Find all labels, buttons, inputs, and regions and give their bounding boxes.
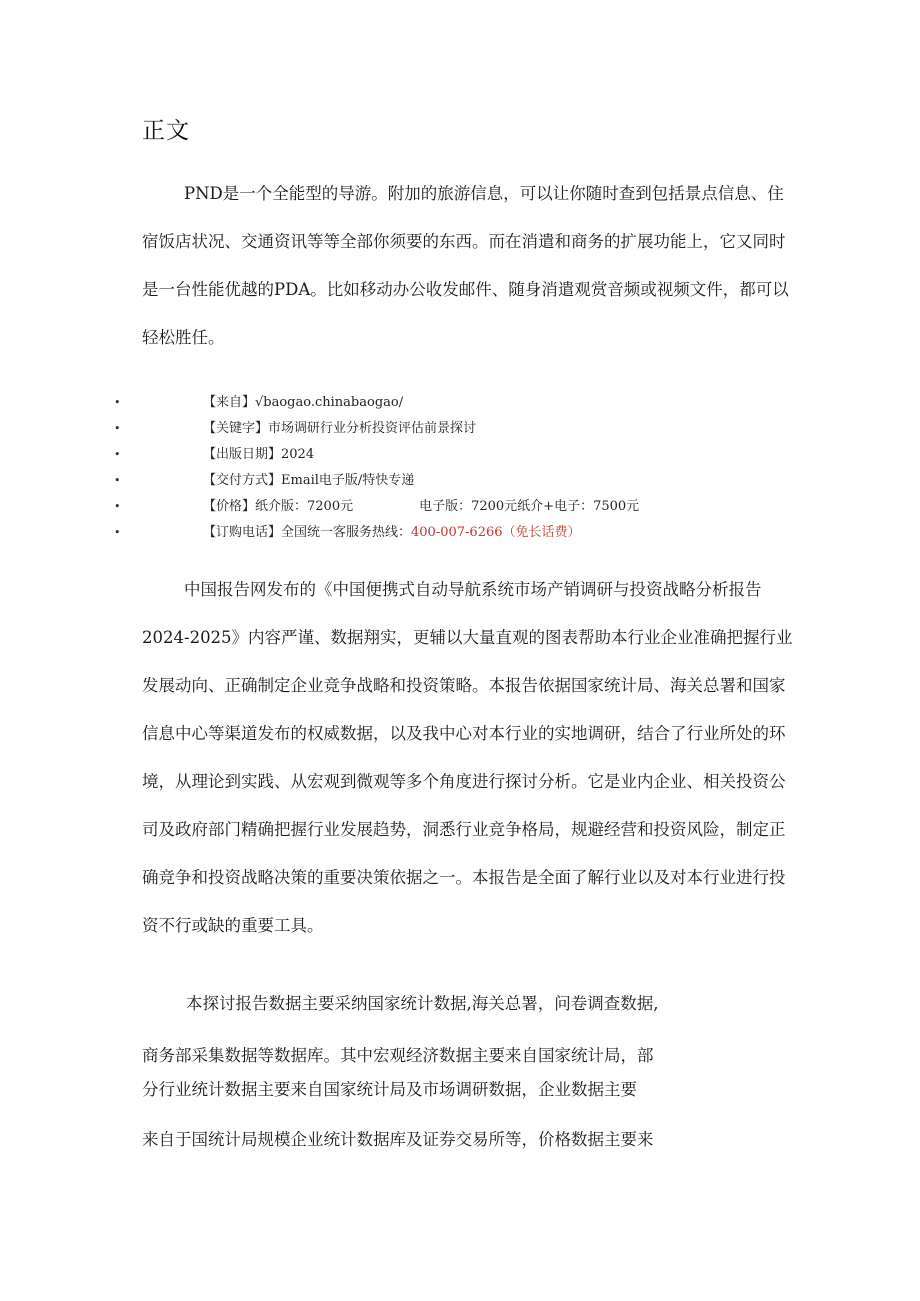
report-line: 资不行或缺的重要工具。 <box>142 916 324 935</box>
meta-item-price <box>0 494 920 520</box>
meta-item-phone <box>0 520 920 546</box>
report-line: 2024-2025》内容严谨、数据翔实，更辅以大量直观的图表帮助本行业企业准确把握行业 <box>142 628 793 647</box>
intro-line: 宿饭店状况、交通资讯等等全部你须要的东西。而在消遣和商务的扩展功能上，它又同时 <box>142 232 786 251</box>
phone-label: 【订购电话】全国统一客服务热线： <box>203 525 412 540</box>
meta-item-pub-date <box>0 442 920 468</box>
data-source-line: 商务部采集数据等数据库。其中宏观经济数据主要来自国家统计局，部 <box>142 1046 654 1065</box>
bullet-icon: • <box>114 500 121 513</box>
intro-line: 是一台性能优越的PDA。比如移动办公收发邮件、随身消遣观赏音频或视频文件，都可以 <box>142 280 789 299</box>
intro-line: PND是一个全能型的导游。附加的旅游信息，可以让你随时查到包括景点信息、住 <box>184 184 784 203</box>
meta-item-delivery <box>0 468 920 494</box>
data-source-line: 分行业统计数据主要来自国家统计局及市场调研数据，企业数据主要 <box>142 1080 637 1099</box>
bullet-icon: • <box>114 422 121 435</box>
section-heading: 正文 <box>142 118 190 144</box>
bullet-icon: • <box>114 396 121 409</box>
report-line: 信息中心等渠道发布的权威数据，以及我中心对本行业的实地调研，结合了行业所处的环 <box>142 724 786 743</box>
meta-source-text: 【来自】√baogao.chinabaogao/ <box>203 395 404 410</box>
intro-line: 轻松胜任。 <box>142 328 225 347</box>
bullet-icon: • <box>114 474 121 487</box>
report-line: 中国报告网发布的《中国便携式自动导航系统市场产销调研与投资战略分析报告 <box>184 580 762 599</box>
bullet-icon: • <box>114 448 121 461</box>
price-paper: 【价格】纸介版：7200元 <box>203 499 354 514</box>
meta-price-text <box>203 494 639 520</box>
report-line: 发展动向、正确制定企业竞争战略和投资策略。本报告依据国家统计局、海关总署和国家 <box>142 676 786 695</box>
bullet-icon: • <box>114 526 121 539</box>
meta-keywords-text: 【关键字】市场调研行业分析投资评估前景探讨 <box>203 421 477 436</box>
report-line: 境，从理论到实践、从宏观到微观等多个角度进行探讨分析。它是业内企业、相关投资公 <box>142 772 786 791</box>
price-electronic: 电子版：7200元纸介+电子：7500元 <box>419 499 640 514</box>
data-source-line: 本探讨报告数据主要采纳国家统计数据,海关总署，问卷调查数据, <box>186 994 659 1013</box>
report-line: 确竞争和投资战略决策的重要决策依据之一。本报告是全面了解行业以及对本行业进行投 <box>142 868 786 887</box>
meta-item-source <box>0 390 920 416</box>
data-source-line: 来自于国统计局规模企业统计数据库及证券交易所等，价格数据主要来 <box>142 1130 654 1149</box>
report-paragraph <box>142 566 872 950</box>
intro-paragraph <box>142 170 872 362</box>
meta-item-keywords <box>0 416 920 442</box>
meta-pub-date-text: 【出版日期】2024 <box>203 447 315 462</box>
meta-delivery-text: 【交付方式】Email电子版/特快专递 <box>203 473 415 488</box>
phone-number: 400-007-6266（免长话费） <box>411 525 581 540</box>
report-meta-list <box>0 390 920 546</box>
meta-phone-text <box>203 520 581 546</box>
report-line: 司及政府部门精确把握行业发展趋势，洞悉行业竞争格局，规避经营和投资风险，制定正 <box>142 820 786 839</box>
